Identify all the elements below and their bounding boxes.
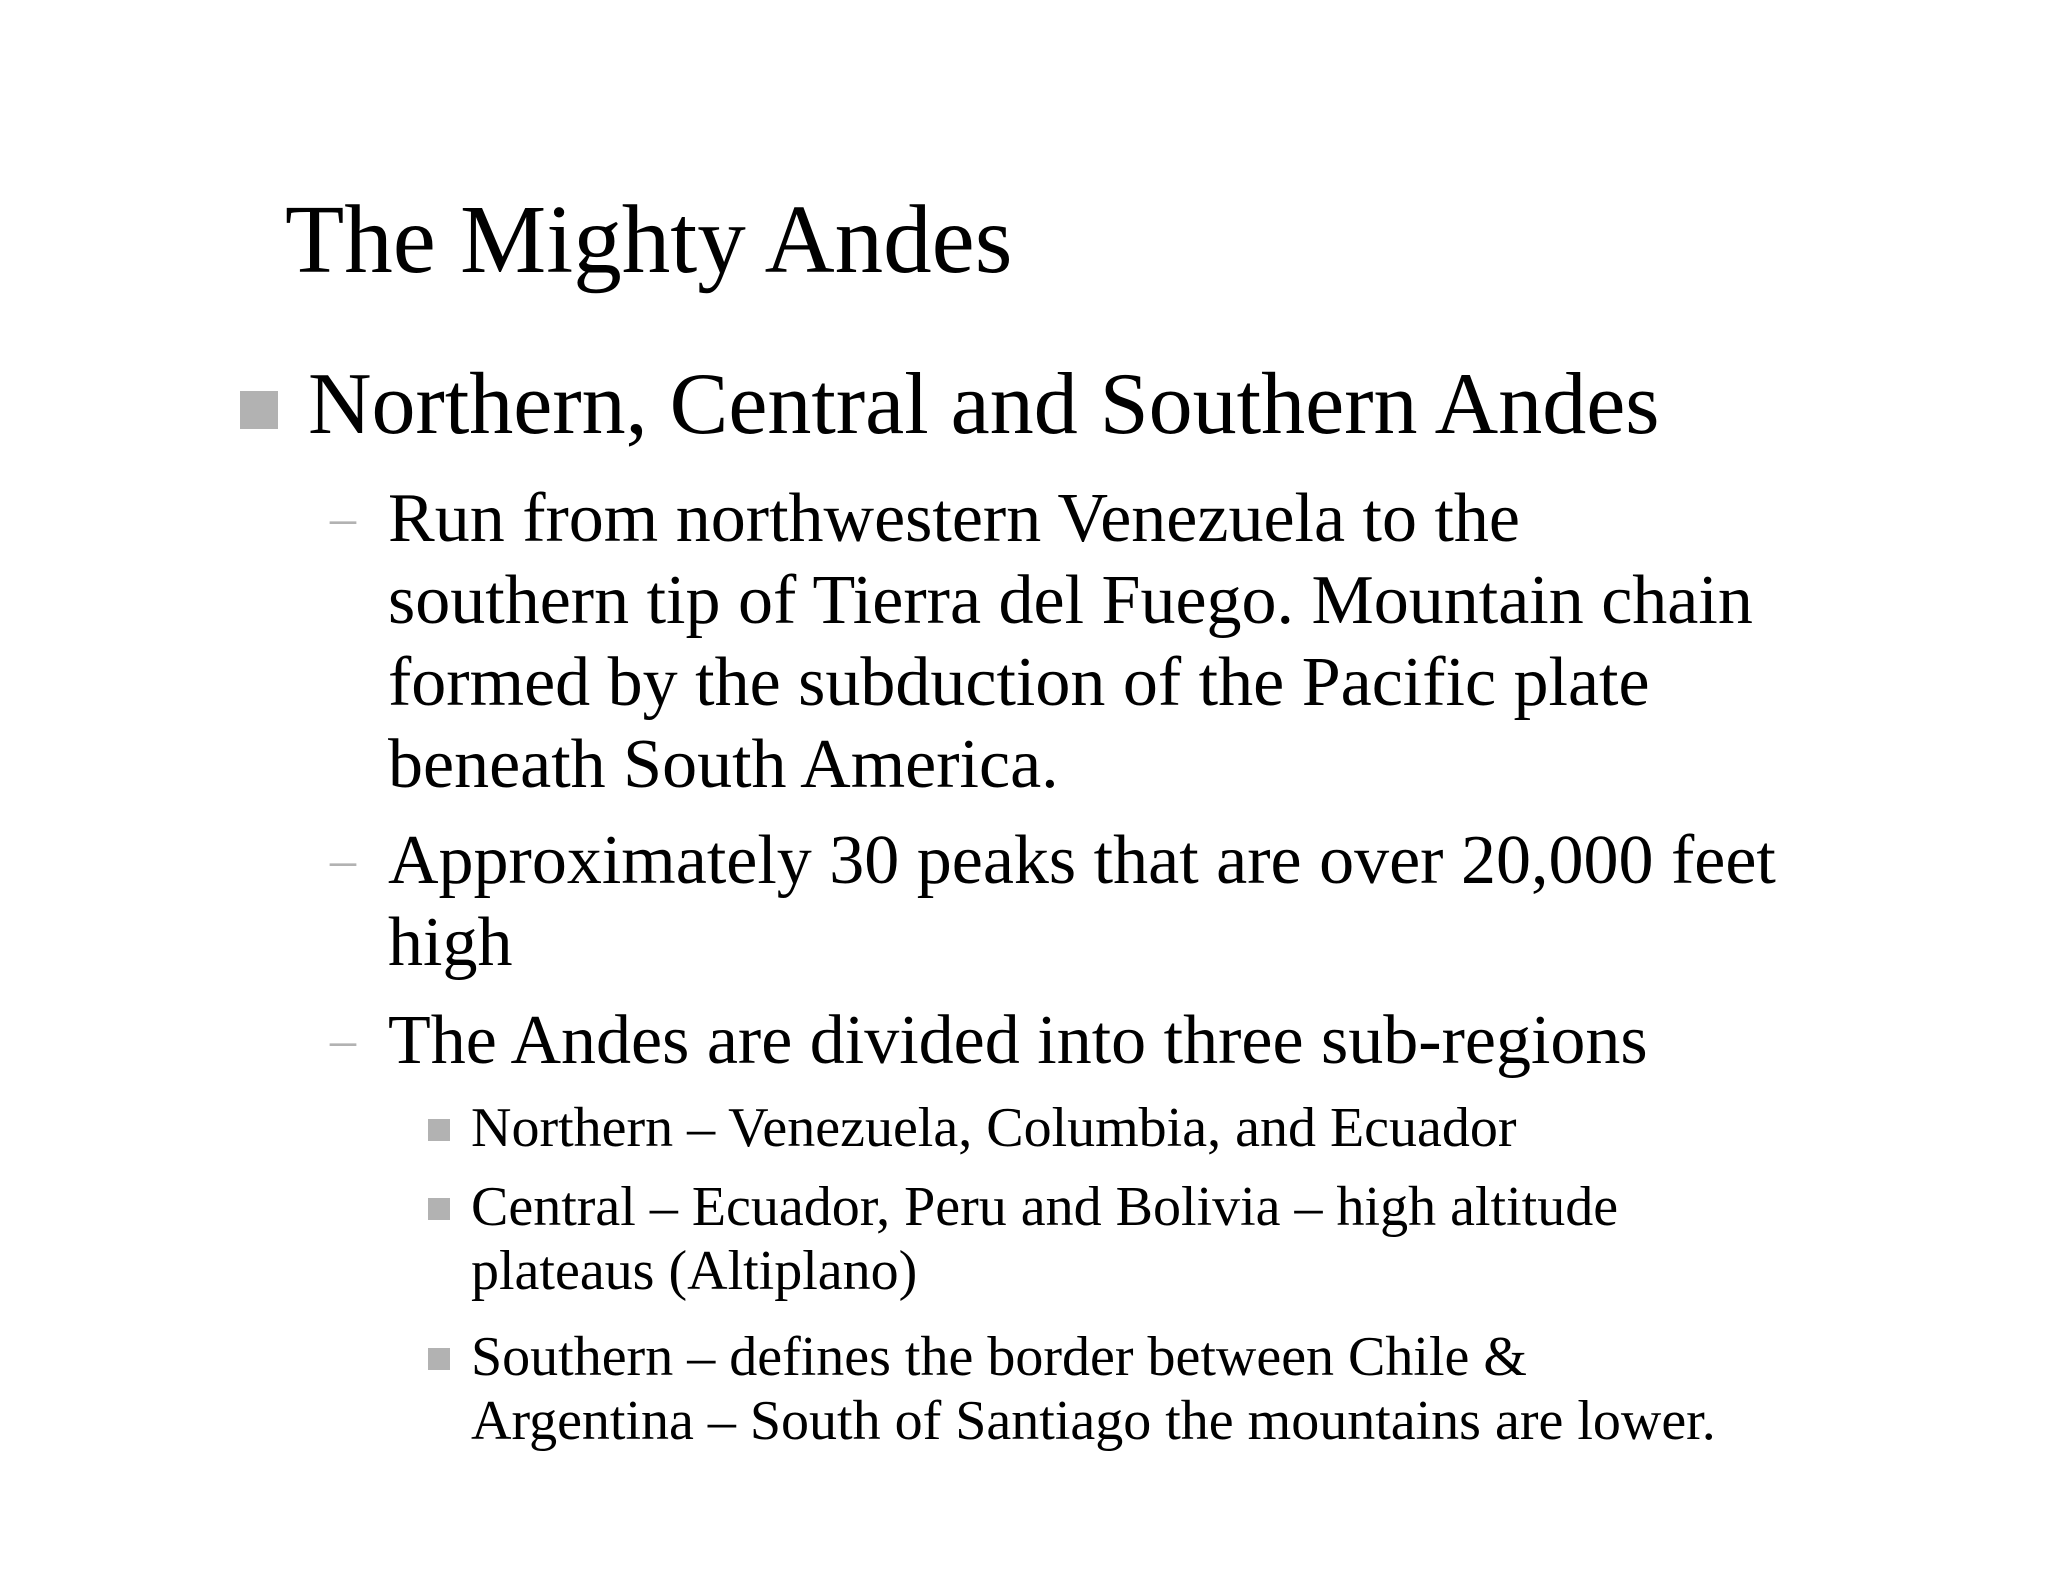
text-line: The Andes are divided into three sub-regions (388, 1002, 1648, 1079)
square-bullet-icon (428, 1198, 450, 1220)
sub-point-1-text (388, 478, 1988, 806)
text-line: Northern – Venezuela, Columbia, and Ecuador (471, 1097, 1517, 1159)
sub-point-2-text (388, 820, 1988, 984)
text-line: Central – Ecuador, Peru and Bolivia – high altitude (471, 1176, 1619, 1238)
text-line: Argentina – South of Santiago the mountains are lower. (471, 1390, 1716, 1452)
dash-bullet-icon: – (330, 832, 356, 889)
subregion-text (471, 1325, 1971, 1453)
text-line: plateaus (Altiplano) (471, 1240, 918, 1302)
main-bullet-text: Northern, Central and Southern Andes (308, 356, 1660, 453)
text-line: Approximately 30 peaks that are over 20,000 feet (388, 822, 1776, 899)
subregion-text (471, 1096, 1971, 1160)
dash-bullet-icon: – (330, 1012, 356, 1069)
square-bullet-icon (240, 391, 278, 429)
text-line: beneath South America. (388, 726, 1059, 803)
subregion-text (471, 1175, 1971, 1303)
text-line: Southern – defines the border between Chile & (471, 1326, 1527, 1388)
text-line: high (388, 904, 513, 981)
text-line: southern tip of Tierra del Fuego. Mountain chain (388, 562, 1753, 639)
slide-title: The Mighty Andes (285, 186, 1013, 293)
square-bullet-icon (428, 1348, 450, 1370)
text-line: formed by the subduction of the Pacific plate (388, 644, 1650, 721)
sub-point-3-text (388, 1000, 1988, 1082)
text-line: Run from northwestern Venezuela to the (388, 480, 1520, 557)
square-bullet-icon (428, 1119, 450, 1141)
dash-bullet-icon: – (330, 490, 356, 547)
